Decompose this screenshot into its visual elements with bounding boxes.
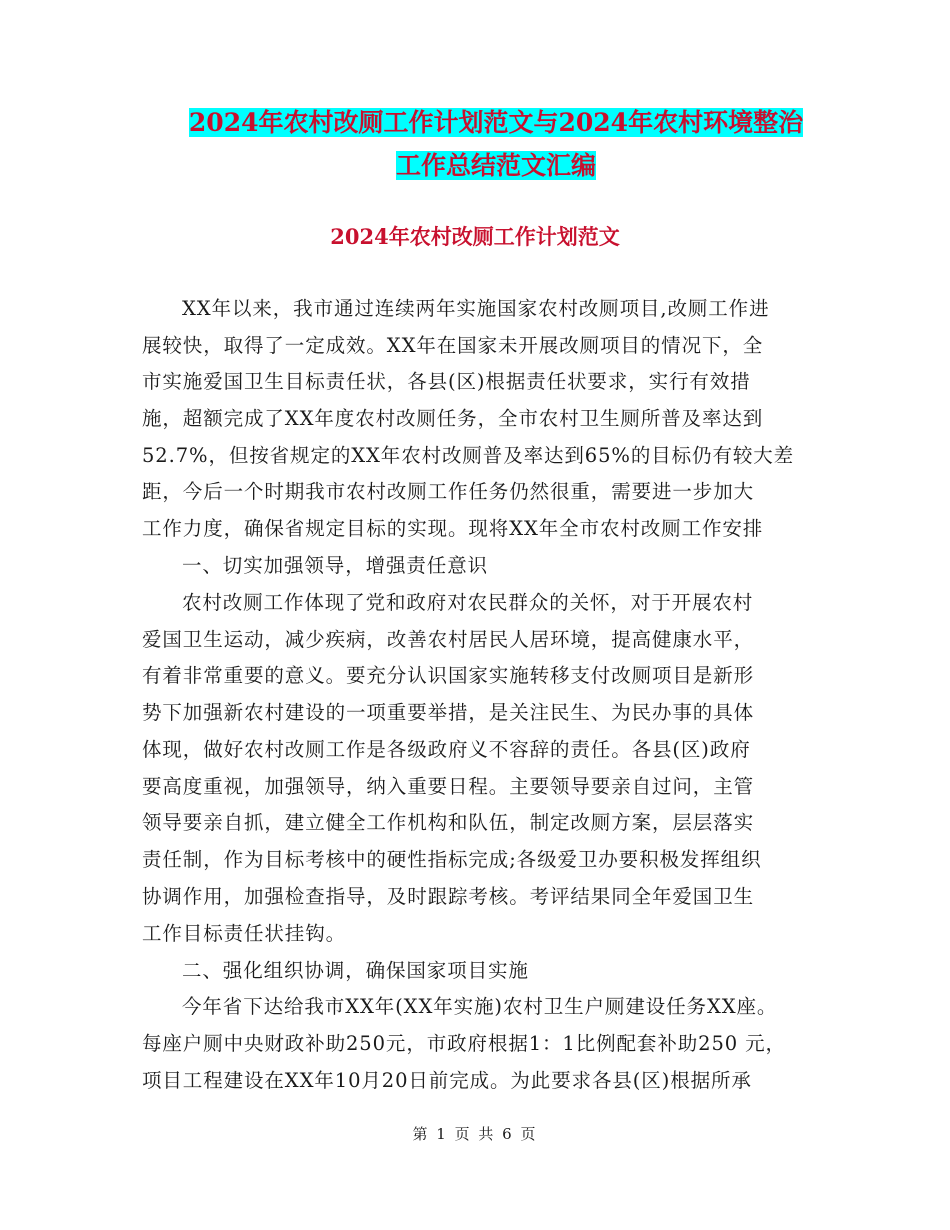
section-title: 2024年农村改厕工作计划范文 <box>330 224 620 249</box>
body-line: 项目工程建设在XX年10月20日前完成。为此要求各县(区)根据所承 <box>142 1069 752 1092</box>
section-heading: 一、切实加强领导，增强责任意识 <box>182 554 489 577</box>
body-line: 每座户厕中央财政补助250元，市政府根据1：1比例配套补助250 元， <box>142 1032 786 1055</box>
page-footer: 第 1 页 共 6 页 <box>412 1125 538 1143</box>
section-heading: 二、强化组织协调，确保国家项目实施 <box>182 959 529 982</box>
body-line: 要高度重视，加强领导，纳入重要日程。主要领导要亲自过问，主管 <box>142 775 755 798</box>
body-line: 责任制，作为目标考核中的硬性指标完成;各级爱卫办要积极发挥组织 <box>142 848 762 871</box>
body-line: 今年省下达给我市XX年(XX年实施)农村卫生户厕建设任务XX座。 <box>182 995 778 1018</box>
body-line: 协调作用，加强检查指导，及时跟踪考核。考评结果同全年爱国卫生 <box>142 885 755 908</box>
title-line-2: 工作总结范文汇编 <box>395 151 596 180</box>
body-line: 有着非常重要的意义。要充分认识国家实施转移支付改厕项目是新形 <box>142 664 755 687</box>
body-line: 市实施爱国卫生目标责任状，各县(区)根据责任状要求，实行有效措 <box>142 370 751 393</box>
title-line-1: 2024年农村改厕工作计划范文与2024年农村环境整治 <box>188 108 804 137</box>
body-line: 距，今后一个时期我市农村改厕工作任务仍然很重，需要进一步加大 <box>142 480 755 503</box>
body-line: 领导要亲自抓，建立健全工作机构和队伍，制定改厕方案，层层落实 <box>142 811 755 834</box>
body-line: 施，超额完成了XX年度农村改厕任务，全市农村卫生厕所普及率达到 <box>142 407 764 430</box>
body-line: 52.7%，但按省规定的XX年农村改厕普及率达到65%的目标仍有较大差 <box>142 444 795 467</box>
body-line: 展较快，取得了一定成效。XX年在国家未开展改厕项目的情况下，全 <box>142 334 764 357</box>
body-line: XX年以来，我市通过连续两年实施国家农村改厕项目,改厕工作进 <box>182 297 770 320</box>
body-line: 工作目标责任状挂钩。 <box>142 922 347 945</box>
body-line: 工作力度，确保省规定目标的实现。现将XX年全市农村改厕工作安排 <box>142 517 764 540</box>
body-line: 势下加强新农村建设的一项重要举措，是关注民生、为民办事的具体 <box>142 701 755 724</box>
body-line: 爱国卫生运动，减少疾病，改善农村居民人居环境，提高健康水平， <box>142 628 755 651</box>
body-line: 农村改厕工作体现了党和政府对农民群众的关怀，对于开展农村 <box>182 591 754 614</box>
body-line: 体现，做好农村改厕工作是各级政府义不容辞的责任。各县(区)政府 <box>142 738 751 761</box>
